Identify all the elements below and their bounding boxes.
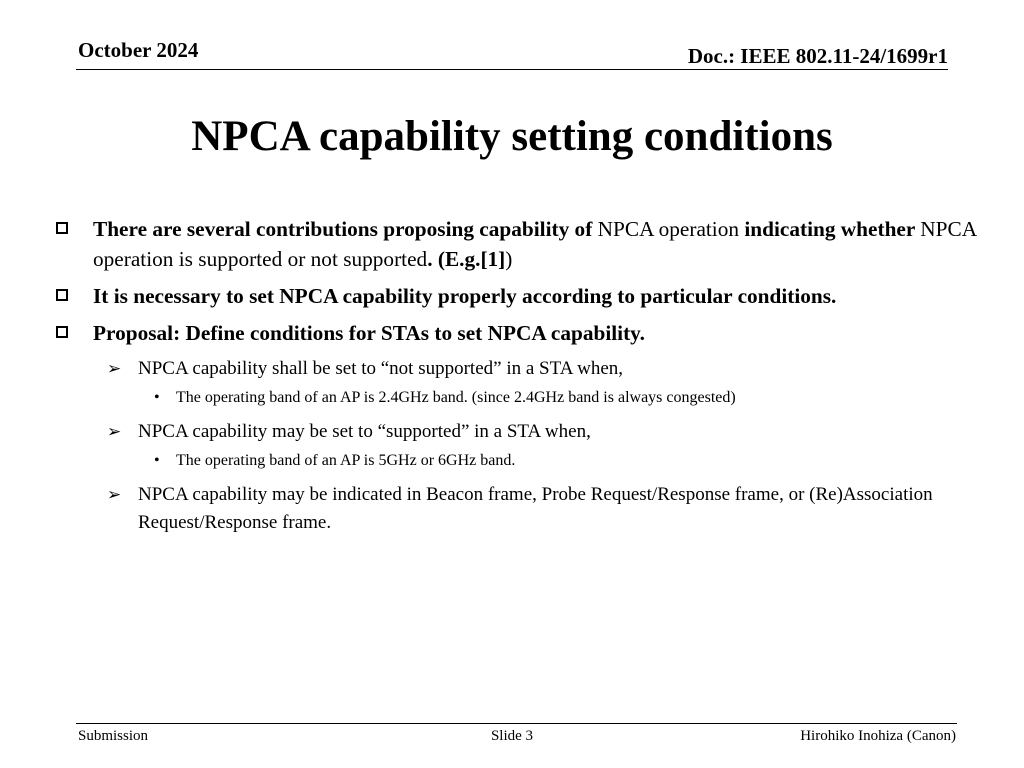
arrow-bullet-icon: ➢ bbox=[107, 422, 122, 441]
arrow-bullet-icon: ➢ bbox=[107, 359, 122, 378]
bullet-proposal: Proposal: Define conditions for STAs to set NPCA capability. bbox=[56, 318, 996, 348]
slide-title: NPCA capability setting conditions bbox=[191, 113, 833, 160]
bullet-contributions: There are several contributions proposing capability of NPCA operation indicating whether NPCA operation is supported or not supported. (E.g.[1]) bbox=[56, 214, 996, 274]
header-divider bbox=[76, 69, 948, 70]
sub-bullet-not-supported: ➢ NPCA capability shall be set to “not supported” in a STA when, bbox=[56, 355, 996, 383]
arrow-bullet-icon: ➢ bbox=[107, 485, 122, 504]
dot-bullet-icon: • bbox=[154, 389, 160, 406]
slide-content bbox=[56, 214, 996, 540]
sub-sub-bullet-2-4ghz: • The operating band of an AP is 2.4GHz band. (since 2.4GHz band is always congested) bbox=[56, 386, 996, 410]
sub-sub-bullet-5-6ghz: • The operating band of an AP is 5GHz or 6GHz band. bbox=[56, 449, 996, 473]
footer-author: Hirohiko Inohiza (Canon) bbox=[800, 728, 956, 744]
footer-slide-number: Slide 3 bbox=[490, 728, 534, 744]
footer-divider bbox=[76, 723, 957, 724]
sub-bullet-supported: ➢ NPCA capability may be set to “supported” in a STA when, bbox=[56, 418, 996, 446]
header-doc-id: Doc.: IEEE 802.11-24/1699r1 bbox=[687, 44, 948, 68]
dot-bullet-icon: • bbox=[154, 452, 160, 469]
square-bullet-icon bbox=[56, 326, 68, 338]
footer-submission: Submission bbox=[78, 728, 149, 744]
sub-bullet-indication: ➢ NPCA capability may be indicated in Beacon frame, Probe Request/Response frame, or (Re)Association Request/Response frame. bbox=[56, 481, 996, 537]
header-date: October 2024 bbox=[78, 38, 199, 62]
square-bullet-icon bbox=[56, 222, 68, 234]
square-bullet-icon bbox=[56, 289, 68, 301]
bullet-necessary: It is necessary to set NPCA capability properly according to particular conditions. bbox=[56, 281, 996, 311]
